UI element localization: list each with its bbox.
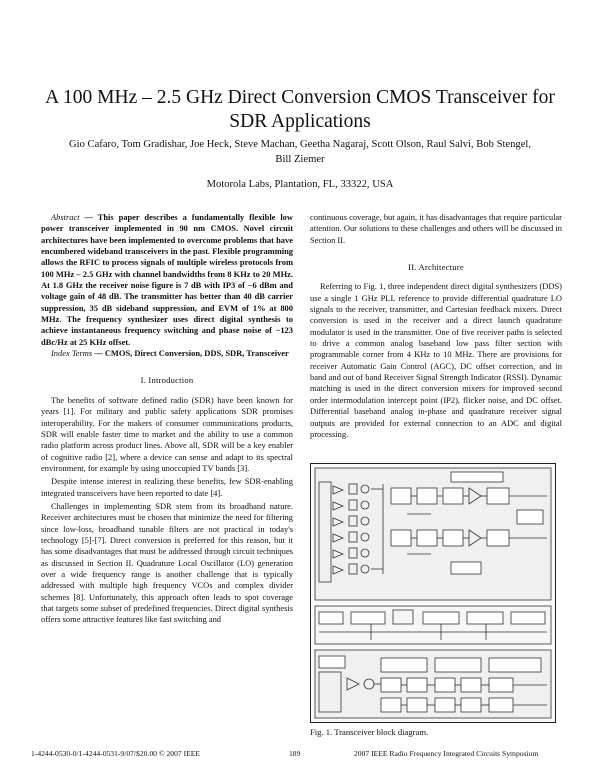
footer-page-number: 189 <box>289 749 301 758</box>
abstract-text: — This paper describes a fundamentally flexible low power transceiver implemented in 90 nm CMOS. Novel circuit architectures have been implemented to overcome problems that have encumbered wideband transceivers in the past. Flexible programming allows the RFIC to process signals of multiple wireless protocols from 100 MHz – 2.5 GHz with channel bandwidths from 8 KHz to 20 MHz. At 1.8 GHz the receiver noise figure is 7 dB with IP3 of −6 dBm and voltage gain of 48 dB. The transmitter has better than 40 dB carrier suppression, 35 dB sideband suppression, and EVM of 1% at 800 MHz. The frequency synthesizer uses direct digital synthesis to achieve instantaneous frequency switching and phase noise of −123 dBc/Hz at 25 KHz offset. <box>41 212 293 347</box>
continued-paragraph: continuous coverage, but again, it has disadvantages that require particular attention. Our solutions to these challenges and others will be discussed in Section II. <box>310 212 562 245</box>
right-column <box>310 212 562 442</box>
figure-caption: Fig. 1. Transceiver block diagram. <box>310 727 429 737</box>
author-list: Gio Cafaro, Tom Gradishar, Joe Heck, Steve Machan, Geetha Nagaraj, Scott Olson, Raul Salvi, Bob Stengel, Bill Ziemer <box>68 139 531 165</box>
architecture-paragraph: Referring to Fig. 1, three independent direct digital synthesizers (DDS) use a single 1 GHz PLL reference to provide differential quadrature LO signals to the receiver, transmitter, and Cartesian feedback mixers. Direct conversion is used in the receiver and a direct launch quadrature modulator is used in the transmitter. One of five receiver paths is selected to drive a common analog baseband low pass filter section with programmable corner from 4 KHz to 10 MHz. There are provisions for receiver Automatic Gain Control (AGC), DC offset correction, and in band and out of band Receiver Signal Strength Indicator (RSSI). Dynamic matching is used in the direct conversion mixers for improved second order intermodulation intercept point (IP2), flicker noise, and DC offset. Differential baseband analog in-phase and quadrature receiver signal outputs are provided for external connection to an ADC and digital processing. <box>310 281 562 439</box>
left-column <box>41 212 293 628</box>
index-terms <box>41 348 293 359</box>
abstract-lead: Abstract <box>51 212 80 222</box>
section-heading-introduction: I. Introduction <box>140 375 194 386</box>
section-heading-architecture: II. Architecture <box>408 262 464 273</box>
abstract <box>41 212 293 348</box>
index-terms-text: — CMOS, Direct Conversion, DDS, SDR, Transceiver <box>92 348 289 359</box>
affiliation: Motorola Labs, Plantation, FL, 33322, USA <box>206 179 394 190</box>
footer-copyright: 1-4244-0530-0/1-4244-0531-9/07/$20.00 © 2007 IEEE <box>31 749 201 758</box>
intro-paragraph: Despite intense interest in realizing these benefits, few SDR-enabling integrated transceivers have been reported to date [4]. <box>41 476 293 498</box>
intro-paragraph: Challenges in implementing SDR stem from its broadband nature. Receiver architectures must be chosen that minimize the need for filtering since low-loss, broadband tunable filters are not practical in today's technology [5]-[7]. Direct conversion is preferred for this reason, but it has some disadvantages that must be addressed through circuit techniques as discussed in Section II. Quadrature Local Oscillator (LO) generation over a wide frequency range is another challenge that is typically addressed with multiple high frequency VCOs and complex divider schemes [8]. Unfortunately, this approach often leads to spot coverage that targets some subset of predefined frequencies. Direct digital synthesis offers some attractive features like fast switching and <box>41 500 293 625</box>
paper-title: A 100 MHz – 2.5 GHz Direct Conversion CMOS Transceiver for SDR Applications <box>45 87 555 132</box>
intro-paragraph: The benefits of software defined radio (SDR) have been known for years [1]. For military and public safety applications SDR promises interoperability. For the makers of consumer communications products, SDR will enable faster time to market and the ability to use a common radio platform across product lines. Above all, SDR will be a key enabler of cognitive radio [2], where a device can sense and adapt to its spectral environment, for example by using unoccupied TV bands [3]. <box>41 394 293 473</box>
footer-conference: 2007 IEEE Radio Frequency Integrated Circuits Symposium <box>354 749 539 758</box>
index-terms-lead: Index Terms <box>51 348 93 359</box>
transceiver-block-diagram <box>310 463 556 723</box>
